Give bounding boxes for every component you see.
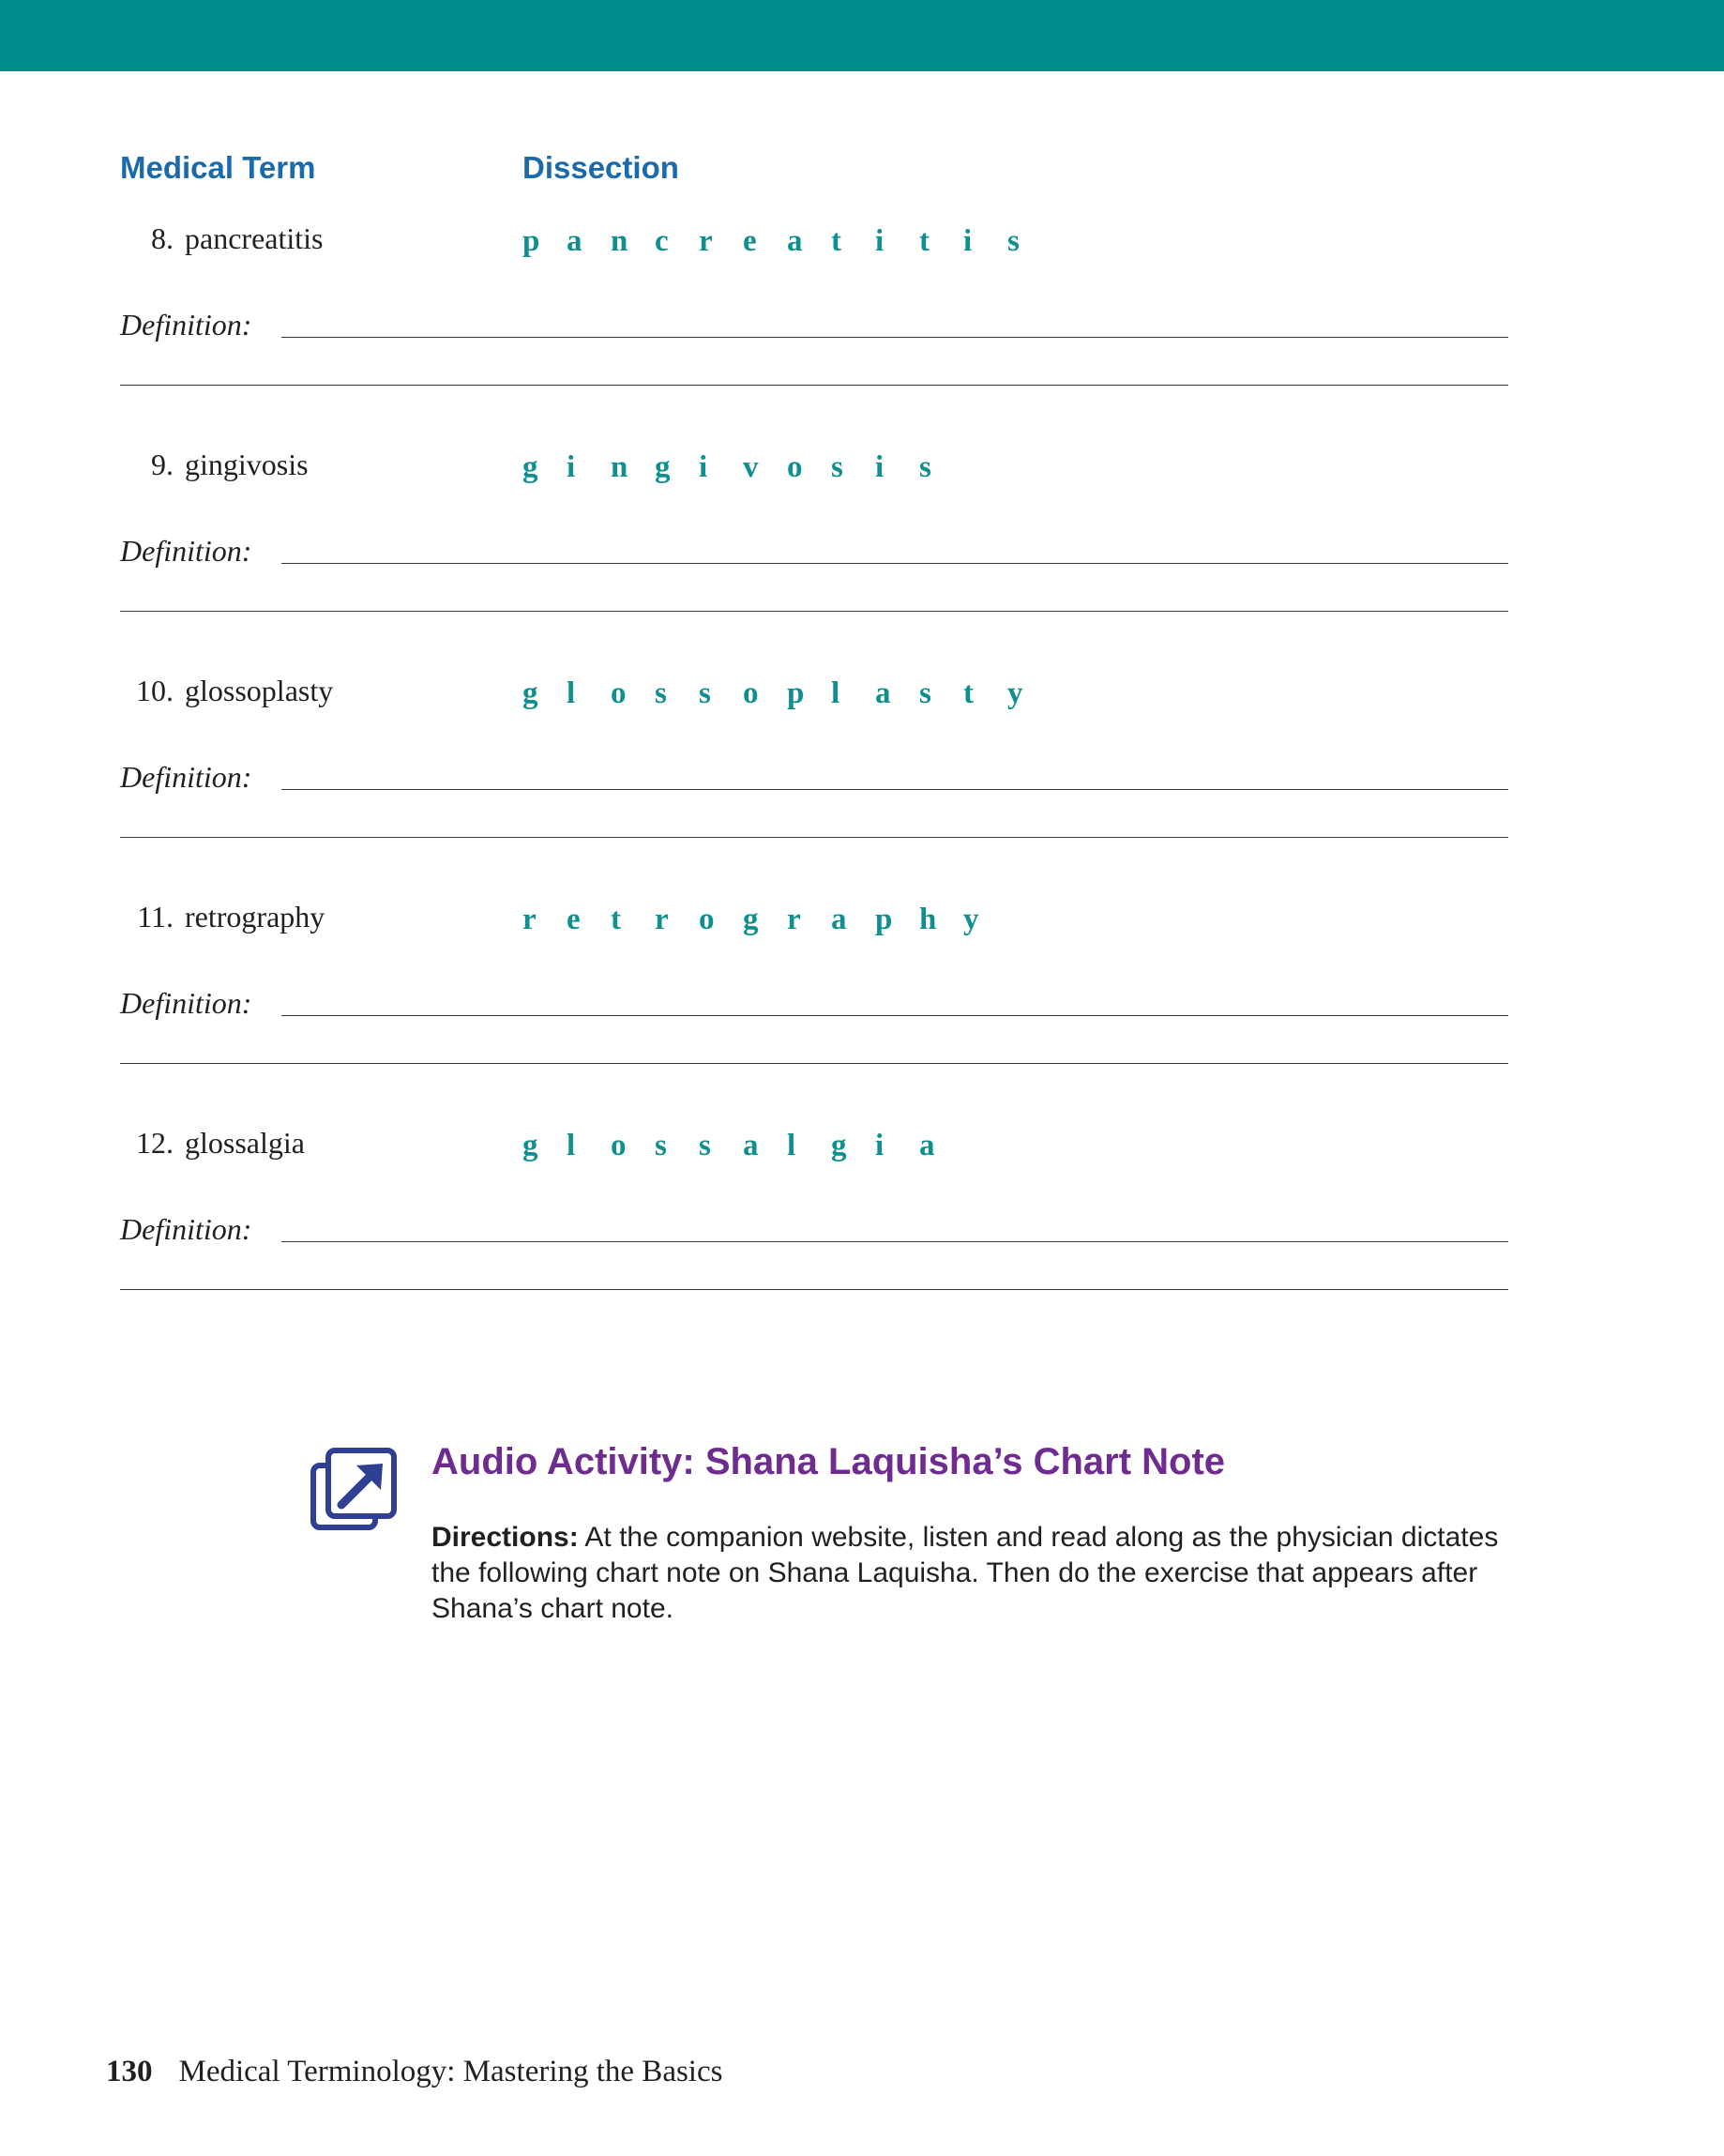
dissection-letter: a (919, 1129, 935, 1162)
term-item (0, 221, 1724, 447)
top-color-bar (0, 0, 1724, 71)
dissection-letter: t (831, 224, 841, 258)
audio-activity-title: Audio Activity: Shana Laquisha’s Chart Note (431, 1441, 1226, 1482)
dissection-letter: l (831, 676, 840, 710)
dissection-letter: p (875, 903, 893, 936)
term-line (120, 674, 333, 708)
dissection-letter: n (611, 224, 628, 258)
dissection-letter: y (963, 903, 979, 936)
dissection-letter: r (522, 903, 537, 936)
term-word: retrography (185, 900, 325, 934)
dissection-letter: i (567, 450, 576, 484)
term-word: glossalgia (185, 1126, 305, 1160)
dissection-letter: l (567, 676, 576, 710)
external-link-icon[interactable] (310, 1445, 400, 1535)
dissection-letter: t (963, 676, 974, 710)
term-word: gingivosis (185, 448, 309, 481)
term-word: pancreatitis (185, 221, 324, 255)
dissection-letter: a (567, 224, 582, 258)
dissection-letters (522, 676, 1051, 711)
dissection-letter: g (522, 450, 538, 484)
dissection-letter: o (699, 903, 715, 936)
dissection-letter: i (875, 224, 885, 258)
definition-answer-line-2[interactable] (120, 1289, 1508, 1290)
dissection-letter: s (1007, 224, 1020, 258)
term-number: 11. (137, 900, 174, 934)
column-header-dissection: Dissection (522, 150, 679, 185)
dissection-letter: l (567, 1129, 576, 1162)
definition-answer-line-2[interactable] (120, 1063, 1508, 1064)
dissection-letter: s (655, 1129, 667, 1162)
dissection-letter: o (611, 1129, 627, 1162)
dissection-letter: a (787, 224, 803, 258)
definition-label: Definition: (120, 534, 252, 568)
dissection-letters (522, 903, 1007, 937)
dissection-letter: o (611, 676, 627, 710)
term-item (0, 674, 1724, 899)
definition-label: Definition: (120, 986, 252, 1020)
dissection-letter: t (919, 224, 930, 258)
book-title: Medical Terminology: Mastering the Basics (178, 2055, 723, 2088)
term-item (0, 1126, 1724, 1351)
page-number: 130 (106, 2055, 153, 2088)
dissection-letter: r (655, 903, 669, 936)
dissection-letter: i (875, 450, 885, 484)
page-footer (106, 2055, 722, 2089)
dissection-letter: l (787, 1129, 796, 1162)
definition-answer-line-2[interactable] (120, 837, 1508, 838)
dissection-letter: g (831, 1129, 847, 1162)
dissection-letter: o (787, 450, 803, 484)
dissection-letter: s (831, 450, 843, 484)
dissection-letter: g (655, 450, 671, 484)
dissection-letter: y (1007, 676, 1023, 710)
dissection-letter: h (919, 903, 937, 936)
definition-answer-line[interactable] (281, 1241, 1508, 1242)
dissection-letter: c (655, 224, 669, 258)
dissection-letter: g (522, 676, 538, 710)
dissection-letter: n (611, 450, 628, 484)
directions-text: At the companion website, listen and read along as the physician dictates the following chart note on Shana Laquisha. Then do the exercise that appears after Shana’s chart note. (431, 1522, 1499, 1624)
dissection-letter: s (699, 1129, 711, 1162)
term-number: 12. (136, 1126, 174, 1160)
dissection-letter: v (743, 450, 759, 484)
term-line (120, 448, 309, 482)
definition-answer-line[interactable] (281, 563, 1508, 564)
dissection-letters (522, 1129, 963, 1163)
dissection-letter: p (522, 224, 540, 258)
dissection-letter: o (743, 676, 759, 710)
definition-answer-line[interactable] (281, 789, 1508, 790)
term-line (120, 1126, 305, 1161)
definition-answer-line-2[interactable] (120, 611, 1508, 612)
term-item (0, 900, 1724, 1125)
term-word: glossoplasty (185, 674, 334, 707)
definition-answer-line-2[interactable] (120, 385, 1508, 386)
definition-answer-line[interactable] (281, 1015, 1508, 1016)
definition-label: Definition: (120, 1212, 252, 1246)
audio-directions (431, 1520, 1501, 1627)
directions-label: Directions: (431, 1522, 579, 1553)
dissection-letter: a (743, 1129, 759, 1162)
term-number: 10. (136, 674, 174, 707)
dissection-letter: i (875, 1129, 885, 1162)
term-number: 8. (151, 221, 174, 255)
dissection-letter: s (919, 676, 931, 710)
dissection-letter: t (611, 903, 621, 936)
dissection-letter: s (699, 676, 711, 710)
column-header-medical-term: Medical Term (120, 150, 316, 185)
term-number: 9. (151, 448, 174, 481)
dissection-letter: g (743, 903, 759, 936)
dissection-letter: s (919, 450, 931, 484)
definition-label: Definition: (120, 760, 252, 794)
dissection-letter: a (875, 676, 891, 710)
dissection-letter: e (743, 224, 757, 258)
dissection-letter: i (699, 450, 708, 484)
term-item (0, 448, 1724, 673)
dissection-letter: p (787, 676, 805, 710)
dissection-letter: r (787, 903, 801, 936)
dissection-letters (522, 224, 1051, 259)
dissection-letter: i (963, 224, 973, 258)
term-line (120, 221, 323, 256)
dissection-letter: s (655, 676, 667, 710)
dissection-letter: r (699, 224, 713, 258)
definition-label: Definition: (120, 308, 252, 342)
dissection-letter: g (522, 1129, 538, 1162)
term-line (120, 900, 325, 934)
dissection-letter: a (831, 903, 847, 936)
definition-answer-line[interactable] (281, 337, 1508, 338)
dissection-letter: e (567, 903, 581, 936)
dissection-letters (522, 450, 963, 485)
